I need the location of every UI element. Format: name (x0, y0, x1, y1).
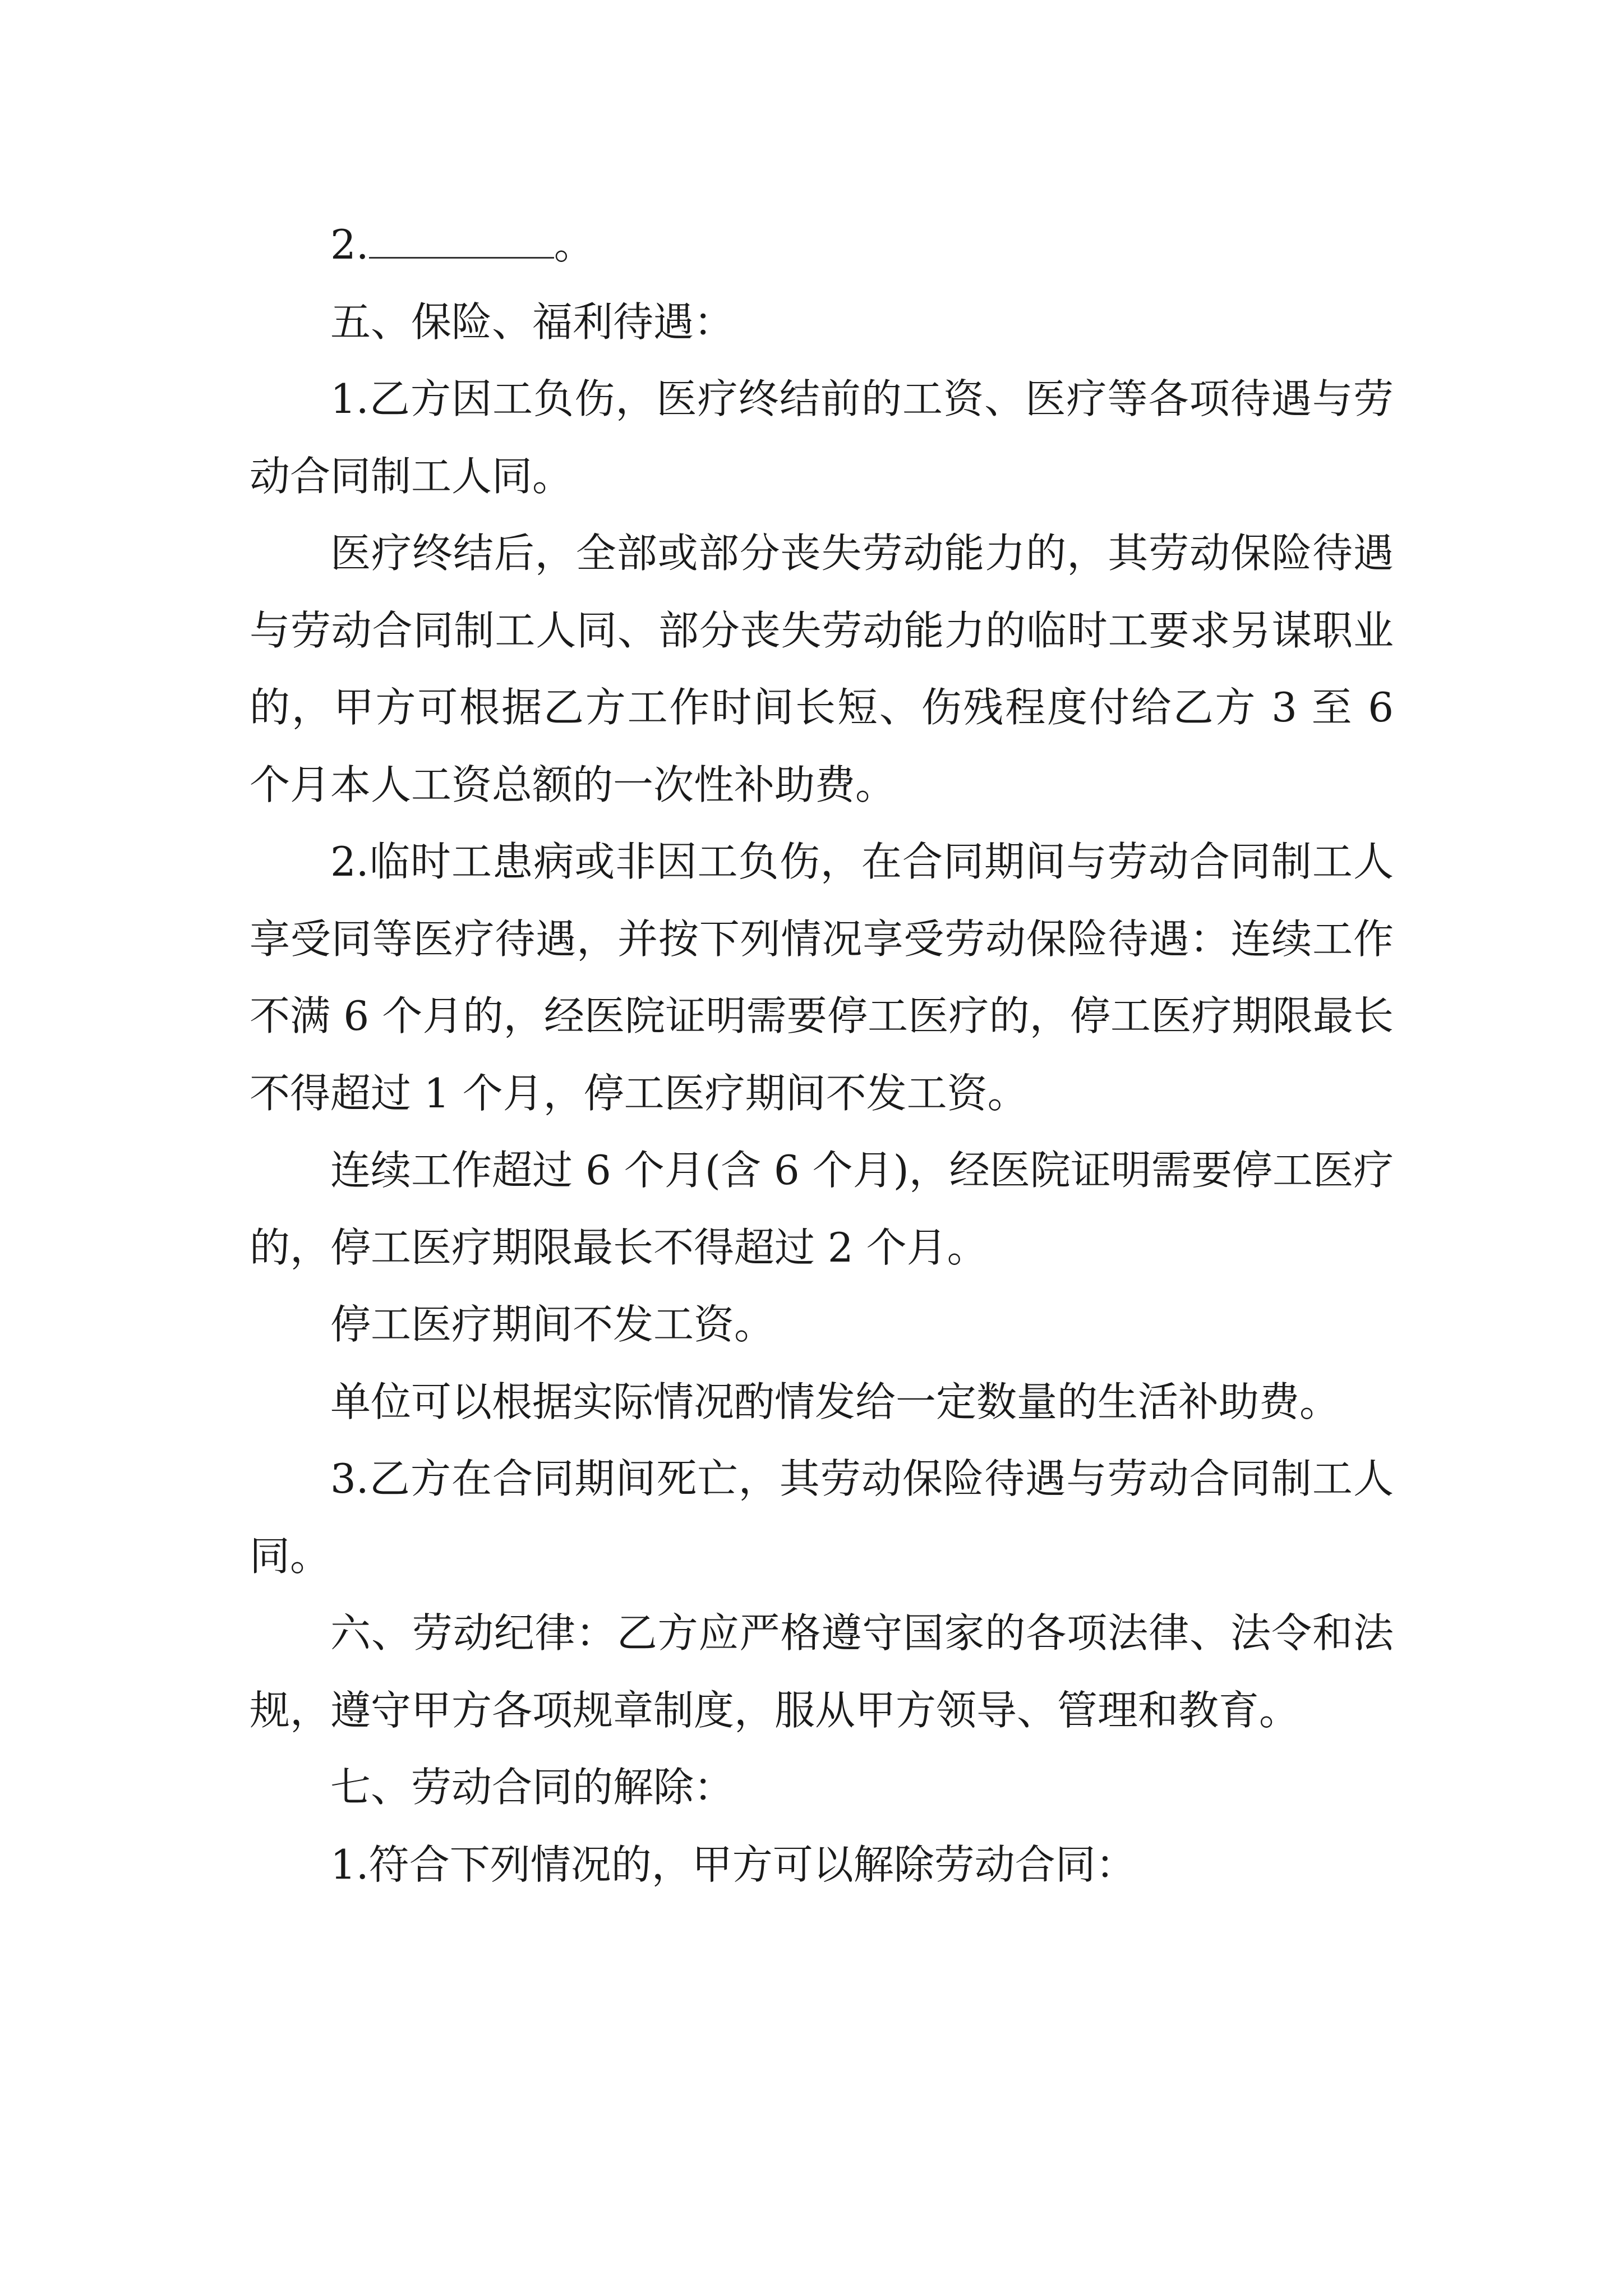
paragraph-over-six-months: 连续工作超过 6 个月(含 6 个月)，经医院证明需要停工医疗的，停工医疗期限最长不得超过 2 个月。 (250, 1147, 1394, 1271)
item-2-number: 2. (330, 221, 369, 268)
item-2-period: 。 (554, 221, 594, 268)
section-7-heading: 七、劳动合同的解除： (330, 1764, 735, 1811)
paragraph-living-subsidy: 单位可以根据实际情况酌情发给一定数量的生活补助费。 (330, 1378, 1340, 1425)
item-2-blank-line (250, 206, 1394, 284)
paragraph-termination-conditions: 1.符合下列情况的，甲方可以解除劳动合同： (330, 1841, 1136, 1888)
paragraph-after-treatment: 医疗终结后，全部或部分丧失劳动能力的，其劳动保险待遇与劳动合同制工人同、部分丧失劳动能力的临时工要求另谋职业的，甲方可根据乙方工作时间长短、伤残程度付给乙方 3 至 6 个月本人工资总额的一次性补助费。 (250, 530, 1394, 808)
fill-in-blank (369, 223, 554, 259)
paragraph-death: 3.乙方在合同期间死亡，其劳动保险待遇与劳动合同制工人同。 (250, 1455, 1394, 1580)
section-6-discipline: 六、劳动纪律：乙方应严格遵守国家的各项法律、法令和法规，遵守甲方各项规章制度，服从甲方领导、管理和教育。 (250, 1609, 1394, 1734)
paragraph-illness: 2.临时工患病或非因工负伤，在合同期间与劳动合同制工人享受同等医疗待遇，并按下列情况享受劳动保险待遇：连续工作不满 6 个月的，经医院证明需要停工医疗的，停工医疗期限最长不得超过 1 个月，停工医疗期间不发工资。 (250, 838, 1394, 1117)
section-5-heading: 五、保险、福利待遇： (330, 298, 735, 346)
paragraph-no-wages: 停工医疗期间不发工资。 (330, 1301, 775, 1348)
paragraph-work-injury: 1.乙方因工负伤，医疗终结前的工资、医疗等各项待遇与劳动合同制工人同。 (250, 375, 1394, 500)
document-body (250, 206, 1394, 1903)
